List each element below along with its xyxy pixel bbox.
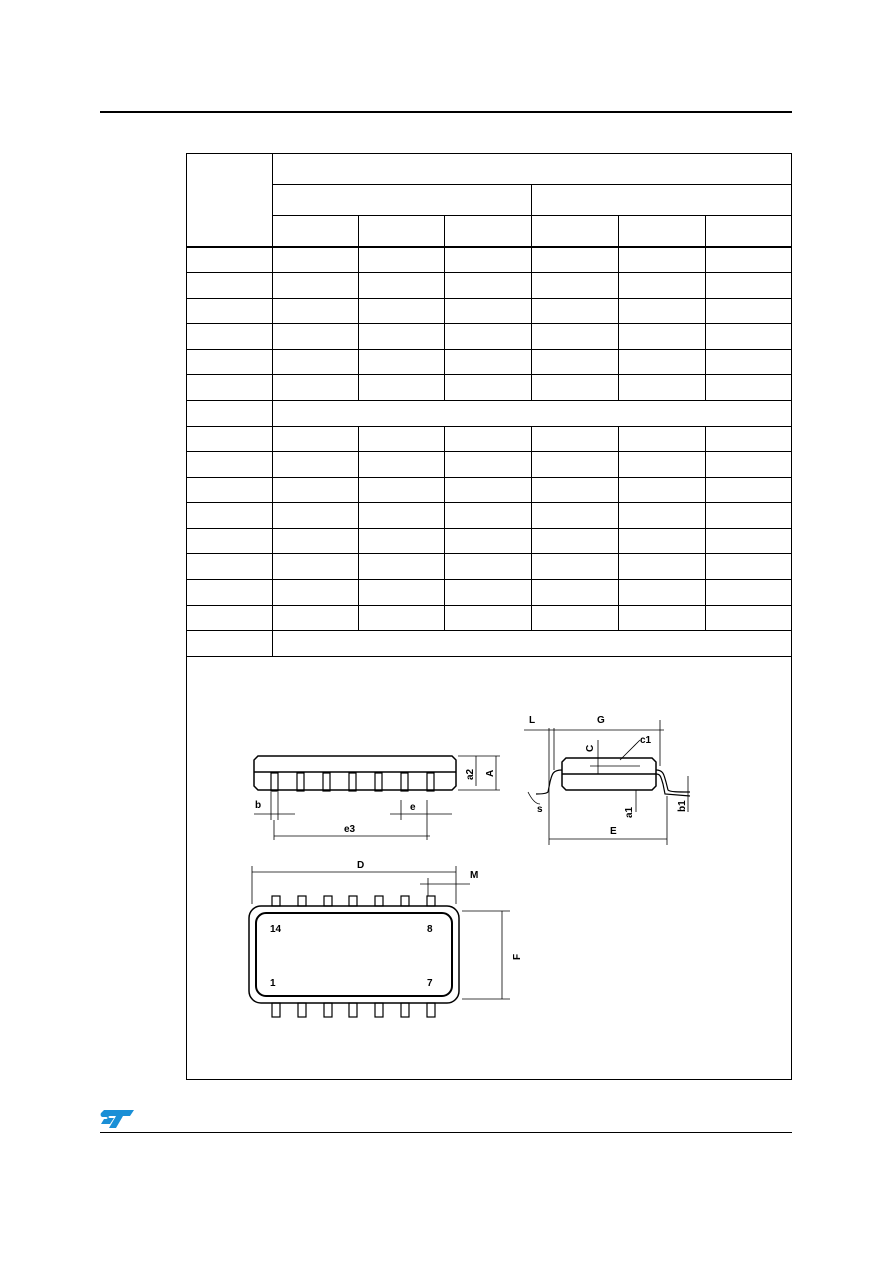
dim-label-b: b (255, 800, 262, 811)
dim-label-s: s (537, 804, 543, 815)
dim-label-C: C (585, 744, 596, 752)
pin-label-8: 8 (427, 924, 433, 935)
dim-label-c1: c1 (640, 735, 652, 746)
dim-label-G: G (597, 715, 605, 726)
dim-label-b1: b1 (677, 800, 688, 812)
footer-rule (100, 1132, 792, 1133)
dim-label-a2: a2 (465, 768, 476, 780)
end-view (524, 720, 690, 845)
dim-label-D: D (357, 860, 365, 871)
dim-label-e: e (410, 802, 416, 813)
pin-label-14: 14 (270, 924, 282, 935)
dim-label-F: F (512, 953, 523, 960)
side-view (254, 756, 500, 840)
st-logo-icon (100, 1108, 136, 1130)
dim-label-M: M (470, 870, 479, 881)
dim-label-E: E (610, 826, 617, 837)
pin-label-1: 1 (270, 978, 276, 989)
dim-label-a1: a1 (624, 806, 635, 818)
dim-label-e3: e3 (344, 824, 356, 835)
dim-label-A: A (485, 769, 496, 777)
top-view (249, 866, 510, 1017)
pin-label-7: 7 (427, 978, 433, 989)
dim-label-L: L (529, 715, 536, 726)
